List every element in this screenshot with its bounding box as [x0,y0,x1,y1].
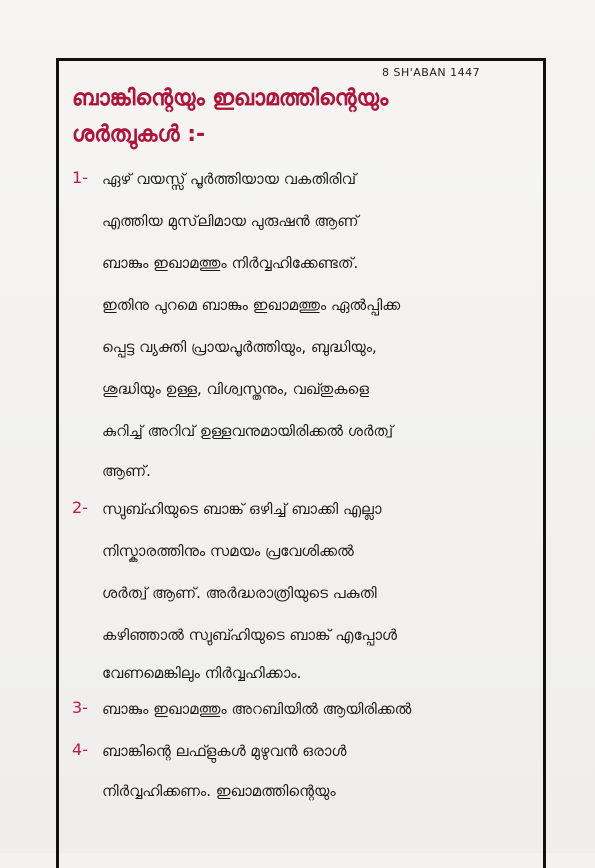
item-4-line: ബാങ്കിന്റെ ലഫ്ളുകൾ മുഴുവൻ ഒരാൾ [102,742,347,760]
item-1-line: പ്പെട്ട വ്യക്തി പ്രായപൂർത്തിയും, ബുദ്ധിയും, [102,338,377,356]
item-1-line: എത്തിയ മുസ്‌ലിമായ പുരുഷൻ ആണ് [102,212,359,230]
item-1-line: ഏഴ് വയസ്സ് പൂർത്തിയായ വകതിരിവ് [102,170,357,188]
item-1-line: ആണ്. [102,462,151,480]
item-2-line: ശർത്വ് ആണ്. അർദ്ധരാത്രിയുടെ പകുതി [102,584,377,602]
item-4-line: നിർവ്വഹിക്കണം. ഇഖാമത്തിന്റെയും [102,782,336,800]
item-number-1: 1- [72,168,88,187]
item-2-line: കഴിഞ്ഞാൽ സ്വുബ്ഹിയുടെ ബാങ്ക് എപ്പോൾ [102,626,397,644]
item-1-line: കുറിച്ച് അറിവ് ഉള്ളവനുമായിരിക്കൽ ശർത്വ് [102,422,394,440]
item-2-line: നിസ്കാരത്തിനും സമയം പ്രവേശിക്കൽ [102,542,354,560]
item-1-line: ബാങ്കും ഇഖാമത്തും നിർവ്വഹിക്കേണ്ടത്. [102,254,359,272]
item-1-line: ഇതിനു പുറമെ ബാങ്കും ഇഖാമത്തും ഏൽപ്പിക്ക [102,296,401,314]
title-line-2: ശർത്വുകൾ :- [72,122,206,147]
item-number-2: 2- [72,498,88,517]
item-1-line: ശുദ്ധിയും ഉള്ള, വിശ്വസ്തനും, വഖ്തുകളെ [102,380,369,398]
item-number-4: 4- [72,740,88,759]
item-3-line: ബാങ്കും ഇഖാമത്തും അറബിയിൽ ആയിരിക്കൽ [102,700,412,718]
title-line-1: ബാങ്കിന്റെയും ഇഖാമത്തിന്റെയും [72,86,389,111]
item-2-line: വേണമെങ്കിലും നിർവ്വഹിക്കാം. [102,664,302,682]
item-2-line: സ്വുബ്ഹിയുടെ ബാങ്ക് ഒഴിച്ച് ബാക്കി എല്ലാ [102,500,382,518]
item-number-3: 3- [72,698,88,717]
date-label: 8 SH'ABAN 1447 [382,66,481,79]
